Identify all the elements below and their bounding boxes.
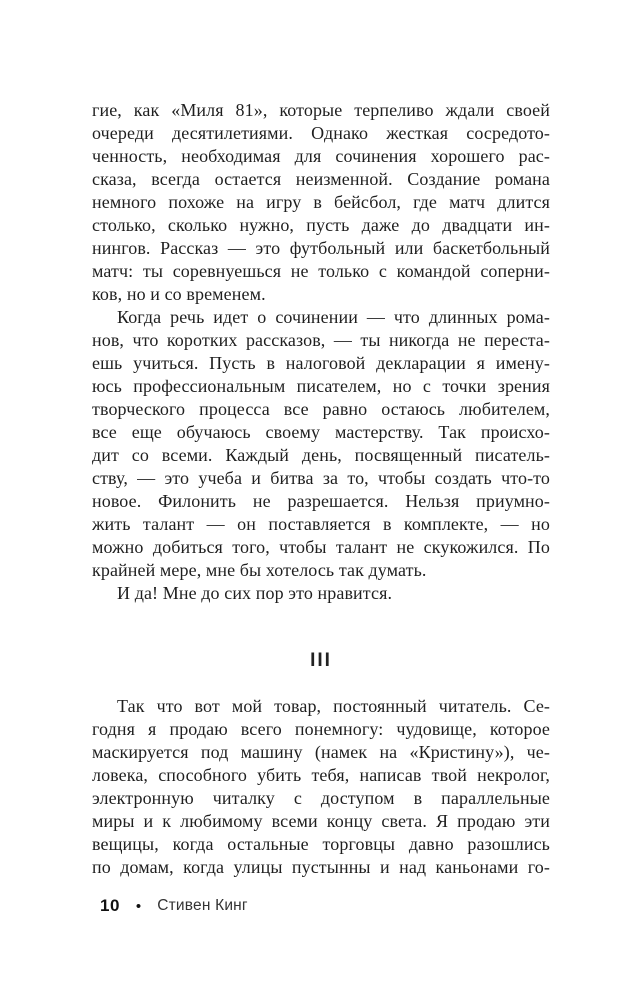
text-line: жить талант — он поставляется в комплекте, — но [92, 514, 550, 534]
text-line: нов, что коротких рассказов, — ты никогда не переста- [92, 330, 550, 350]
text-line: электронную читалку с доступом в параллельные [92, 788, 550, 808]
text-line: Так что вот мой товар, постоянный читатель. Се- [117, 696, 550, 716]
text-line: вещицы, когда остальные торговцы давно разошлись [92, 834, 550, 854]
text-line: ешь учиться. Пусть в налоговой декларации я имену- [92, 353, 550, 373]
paragraph [92, 582, 550, 605]
text-line: нингов. Рассказ — это футбольный или баскетбольный [92, 238, 550, 258]
running-author: Стивен Кинг [157, 897, 248, 914]
text-line: все еще обучаюсь своему мастерству. Так происхо- [92, 422, 550, 442]
text-line: творческого процесса все равно остаюсь любителем, [92, 399, 550, 419]
text-line: очереди десятилетиями. Однако жесткая сосредото- [92, 123, 550, 143]
paragraph [92, 99, 550, 306]
text-line: матч: ты соревнуешься не только с командой соперни- [92, 261, 550, 281]
text-line: можно добиться того, чтобы талант не скукожился. По [92, 537, 550, 557]
text-line: ловека, способного убить тебя, написав твой некролог, [92, 765, 550, 785]
text-line: немного похоже на игру в бейсбол, где матч длится [92, 192, 550, 212]
text-line: сказа, всегда остается неизменной. Создание романа [92, 169, 550, 189]
text-line: ченность, необходимая для сочинения хорошего рас- [92, 146, 550, 166]
section-heading: III [310, 650, 332, 671]
text-line: И да! Мне до сих пор это нравится. [117, 583, 393, 603]
page-footer [100, 896, 248, 916]
text-line: дит со всеми. Каждый день, посвященный писатель- [92, 445, 550, 465]
text-line: юсь профессиональным писателем, но с точки зрения [92, 376, 550, 396]
text-line: миры и к любимому всеми концу света. Я продаю эти [92, 811, 550, 831]
text-line: крайней мере, мне бы хотелось так думать. [92, 560, 427, 580]
paragraph [92, 695, 550, 879]
text-line: столько, сколько нужно, пусть даже до двадцати ин- [92, 215, 550, 235]
text-line: по домам, когда улицы пустынны и над каньонами го- [92, 857, 550, 877]
text-line: маскируется под машину (намек на «Кристину»), че- [92, 742, 550, 762]
text-line: гие, как «Миля 81», которые терпеливо ждали своей [92, 100, 550, 120]
text-block [92, 99, 550, 879]
text-line: Когда речь идет о сочинении — что длинных рома- [117, 307, 550, 327]
text-line: новое. Филонить не разрешается. Нельзя приумно- [92, 491, 550, 511]
text-line: ков, но и со временем. [92, 284, 266, 304]
bullet-separator-icon: • [135, 897, 142, 915]
text-line: годня я продаю всего понемногу: чудовище, которое [92, 719, 550, 739]
text-line: ству, — это учеба и битва за то, чтобы создать что-то [92, 468, 550, 488]
paragraph [92, 306, 550, 582]
page-number: 10 [100, 896, 120, 915]
